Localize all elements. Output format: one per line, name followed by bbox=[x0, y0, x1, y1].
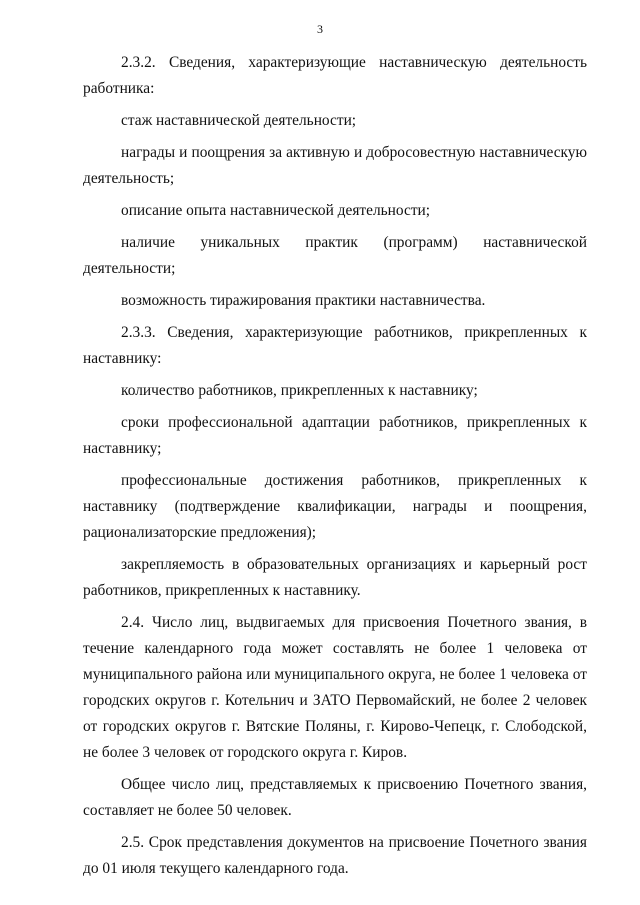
paragraph-replication: возможность тиражирования практики наставничества. bbox=[121, 292, 486, 309]
paragraph-2-3-3: 2.3.3. Сведения, характеризующие работников, прикрепленных к наставнику: bbox=[83, 324, 587, 367]
paragraph-retention: закрепляемость в образовательных организациях и карьерный рост работников, прикрепленных к наставнику. bbox=[83, 556, 587, 599]
page-number: 3 bbox=[317, 22, 323, 36]
paragraph-adaptation-terms: сроки профессиональной адаптации работников, прикрепленных к наставнику; bbox=[83, 414, 587, 457]
paragraph-mentoring-experience: стаж наставнической деятельности; bbox=[121, 112, 357, 129]
document-body bbox=[83, 50, 587, 882]
paragraph-employee-count: количество работников, прикрепленных к наставнику; bbox=[121, 382, 478, 399]
paragraph-experience-description: описание опыта наставнической деятельности; bbox=[121, 202, 431, 219]
paragraph-2-4: 2.4. Число лиц, выдвигаемых для присвоения Почетного звания, в течение календарного года может составлять не более 1 человека от муниципального района или муниципального округа, не более 1 человека от городских округов г. Котельнич и ЗАТО Первомайский, не более 2 человек от городских округов г. Вятские Поляны, г. Кирово-Чепецк, г. Слободской, не более 3 человек от городского округа г. Киров. bbox=[83, 614, 587, 761]
paragraph-2-3-2: 2.3.2. Сведения, характеризующие наставническую деятельность работника: bbox=[83, 54, 587, 97]
paragraph-achievements: профессиональные достижения работников, прикрепленных к наставнику (подтверждение квалификации, награды и поощрения, рационализаторские предложения); bbox=[83, 472, 587, 541]
paragraph-unique-practices: наличие уникальных практик (программ) наставнической деятельности; bbox=[83, 234, 587, 277]
paragraph-2-5: 2.5. Срок представления документов на присвоение Почетного звания до 01 июля текущего календарного года. bbox=[83, 834, 587, 877]
paragraph-total-count: Общее число лиц, представляемых к присвоению Почетного звания, составляет не более 50 человек. bbox=[83, 776, 587, 819]
paragraph-awards: награды и поощрения за активную и добросовестную наставническую деятельность; bbox=[83, 144, 587, 187]
